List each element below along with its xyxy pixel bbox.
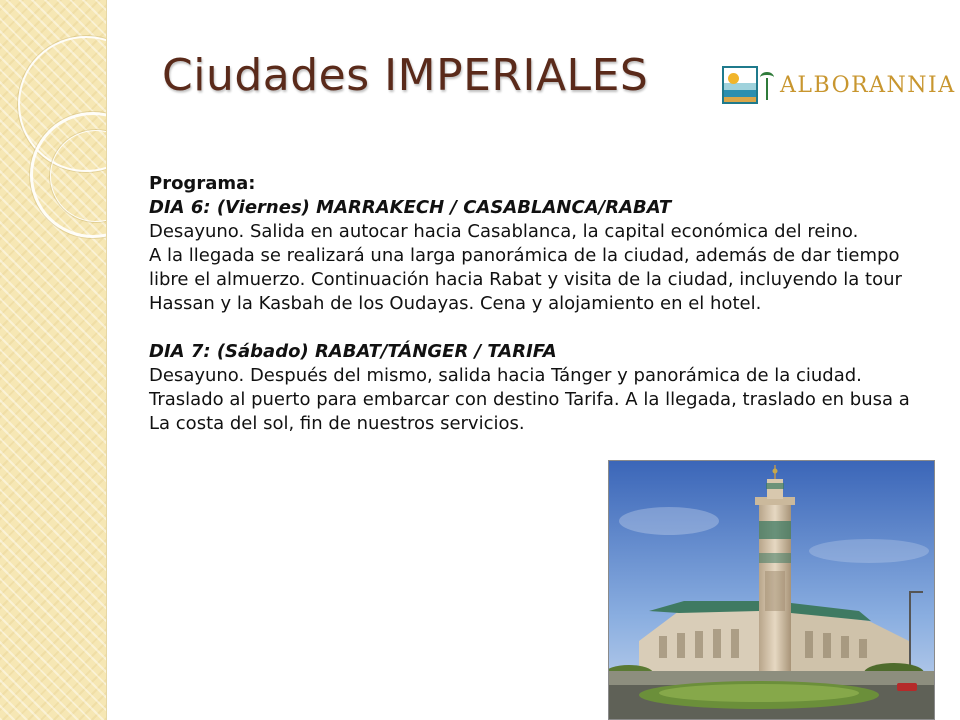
paragraph-gap — [149, 316, 949, 340]
program-heading: Programa: — [149, 173, 256, 194]
day-6-heading: DIA 6: (Viernes) MARRAKECH / CASABLANCA/RABAT — [149, 197, 672, 218]
logo-text: ALBORANNIA — [780, 72, 956, 98]
day-6-line: libre el almuerzo. Continuación hacia Rabat y visita de la ciudad, incluyendo la tour — [149, 269, 902, 290]
beach-logo-icon — [722, 66, 758, 104]
day-7-line: La costa del sol, fin de nuestros servicios. — [149, 413, 525, 434]
mosque-minaret-photo — [608, 460, 935, 720]
palm-tree-icon — [760, 70, 774, 100]
day-6-line: Desayuno. Salida en autocar hacia Casablanca, la capital económica del reino. — [149, 221, 859, 242]
slide-title: Ciudades IMPERIALES — [162, 50, 649, 101]
alborannia-logo — [722, 64, 958, 106]
decorative-sidebar — [0, 0, 107, 720]
day-6-line: A la llegada se realizará una larga panorámica de la ciudad, además de dar tiempo — [149, 245, 900, 266]
program-content — [149, 172, 949, 436]
day-7-line: Traslado al puerto para embarcar con destino Tarifa. A la llegada, traslado en busa a — [149, 389, 910, 410]
day-6-line: Hassan y la Kasbah de los Oudayas. Cena y alojamiento en el hotel. — [149, 293, 762, 314]
day-7-line: Desayuno. Después del mismo, salida hacia Tánger y panorámica de la ciudad. — [149, 365, 862, 386]
day-7-heading: DIA 7: (Sábado) RABAT/TÁNGER / TARIFA — [149, 341, 557, 362]
sidebar-divider — [106, 0, 107, 720]
